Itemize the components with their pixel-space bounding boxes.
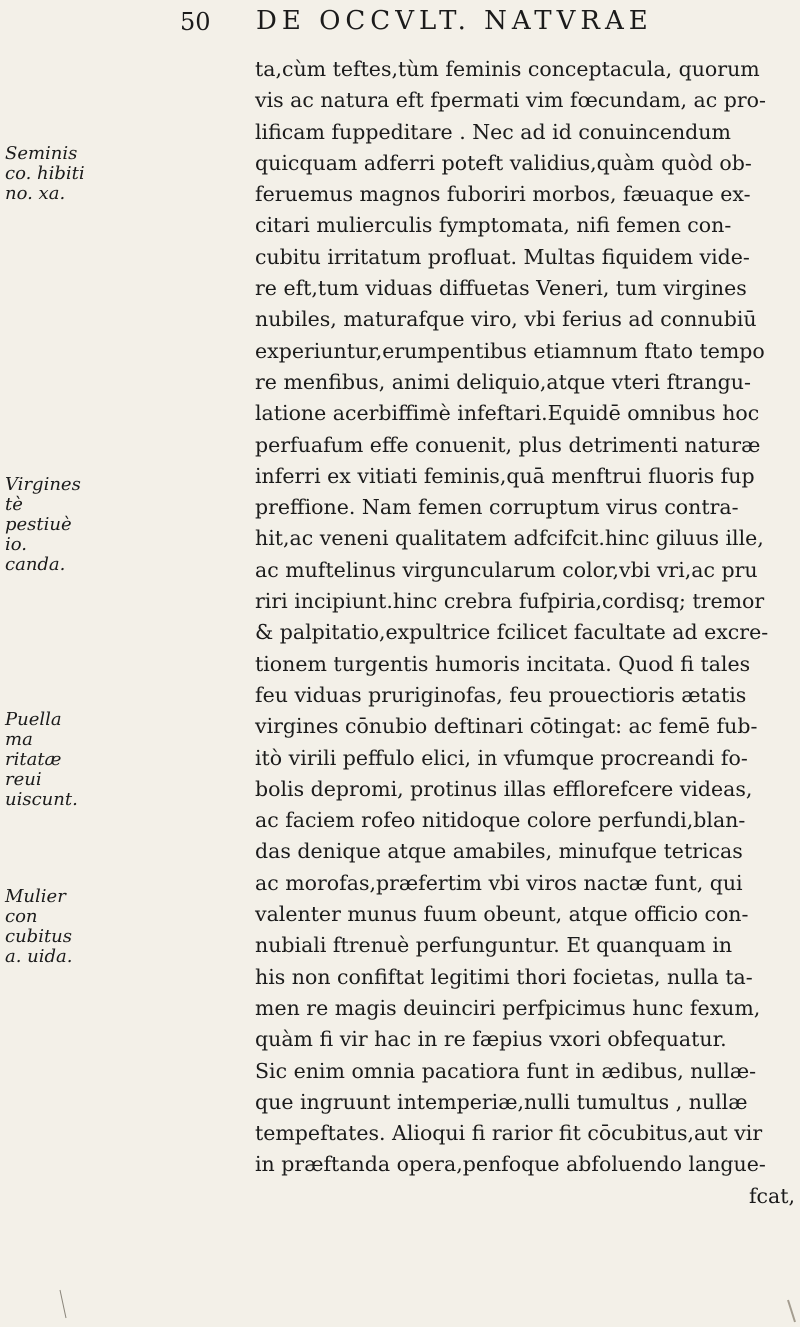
text-line: lificam fuppeditare . Nec ad id conuincendum [255, 119, 731, 144]
text-line: ac morofas,præfertim vbi viros nactæ funt, qui [255, 870, 743, 895]
text-line: & palpitatio,expultrice fcilicet facultate ad excre- [255, 620, 769, 645]
text-line: tionem turgentis humoris incitata. Quod fi tales [255, 651, 751, 676]
running-title: DE OCCVLT. NATVRAE [256, 6, 653, 36]
text-line: valenter munus fuum obeunt, atque officio con- [255, 902, 749, 927]
body-text [255, 54, 795, 1212]
text-line: nubiali ftrenuè perfunguntur. Et quanquam in [255, 933, 733, 958]
text-line: preffione. Nam femen corruptum virus contra- [255, 495, 739, 520]
text-line: fcat, [748, 1183, 795, 1208]
text-line: inferri ex vitiati feminis,quā menftrui fluoris fup [255, 463, 755, 488]
text-line: feu viduas pruriginofas, feu prouectioris ætatis [255, 682, 747, 707]
text-line: re menfibus, animi deliquio,atque vteri ftrangu- [255, 369, 751, 394]
text-line: citari mulierculis fymptomata, nifi femen con- [255, 213, 732, 238]
text-line: riri incipiunt.hinc crebra fufpiria,cordisq; tremor [255, 589, 765, 614]
text-line: in præftanda opera,penfoque abfoluendo langue- [255, 1152, 766, 1177]
text-line: quicquam adferri poteft validius,quàm quòd ob- [255, 150, 752, 175]
text-line: feruemus magnos fuboriri morbos, fæuaque ex- [255, 182, 751, 207]
text-line: tempeftates. Alioqui fi rarior fit cōcubitus,aut vir [255, 1121, 763, 1146]
text-line: vis ac natura eft fpermati vim fœcundam, ac pro- [255, 88, 766, 113]
text-line: latione acerbiffimè infeftari.Equidē omnibus hoc [255, 401, 760, 426]
text-line: hit,ac veneni qualitatem adfcifcit.hinc giluus ille, [255, 526, 764, 551]
text-line: cubitu irritatum profluat. Multas fiquidem vide- [255, 244, 750, 269]
text-line: virgines cōnubio deftinari cōtingat: ac femē fub- [255, 714, 758, 739]
text-line: quàm fi vir hac in re fæpius vxori obfequatur. [255, 1027, 727, 1052]
page-header [180, 6, 780, 50]
paper-scratch [60, 1290, 66, 1318]
text-line: que ingruunt intemperiæ,nulli tumultus , nullæ [255, 1089, 748, 1114]
text-line: ac faciem rofeo nitidoque colore perfundi,blan- [255, 808, 746, 833]
text-line: experiuntur,erumpentibus etiamnum ftato tempo [255, 338, 765, 363]
text-line: re eft,tum viduas diffuetas Veneri, tum virgines [255, 276, 747, 301]
text-line: das denique atque amabiles, minufque tetricas [255, 839, 743, 864]
margin-note-2: Virgines tè pestiuè io. canda. [5, 474, 81, 575]
paper-scratch [788, 1300, 795, 1322]
text-line: perfuafum effe conuenit, plus detrimenti naturæ [255, 432, 761, 457]
text-line: men re magis deuinciri perfpicimus hunc fexum, [255, 995, 761, 1020]
margin-note-3: Puella ma ritatæ reui uiscunt. [5, 709, 78, 810]
text-line: Sic enim omnia pacatiora funt in ædibus, nullæ- [255, 1058, 757, 1083]
page-number: 50 [180, 8, 211, 36]
text-line: his non confiftat legitimi thori focietas, nulla ta- [255, 964, 753, 989]
text-line: nubiles, maturafque viro, vbi ferius ad connubiū [255, 307, 757, 332]
text-line: bolis depromi, protinus illas efflorefcere videas, [255, 776, 753, 801]
text-line: itò virili peffulo elici, in vfumque procreandi fo- [255, 745, 748, 770]
text-line: ac muftelinus virguncularum color,vbi vri,ac pru [255, 557, 758, 582]
margin-note-4: Mulier con cubitus a. uida. [5, 886, 73, 967]
margin-note-1: Seminis co. hibiti no. xa. [5, 143, 85, 204]
text-line: ta,cùm teftes,tùm feminis conceptacula, quorum [255, 57, 760, 81]
